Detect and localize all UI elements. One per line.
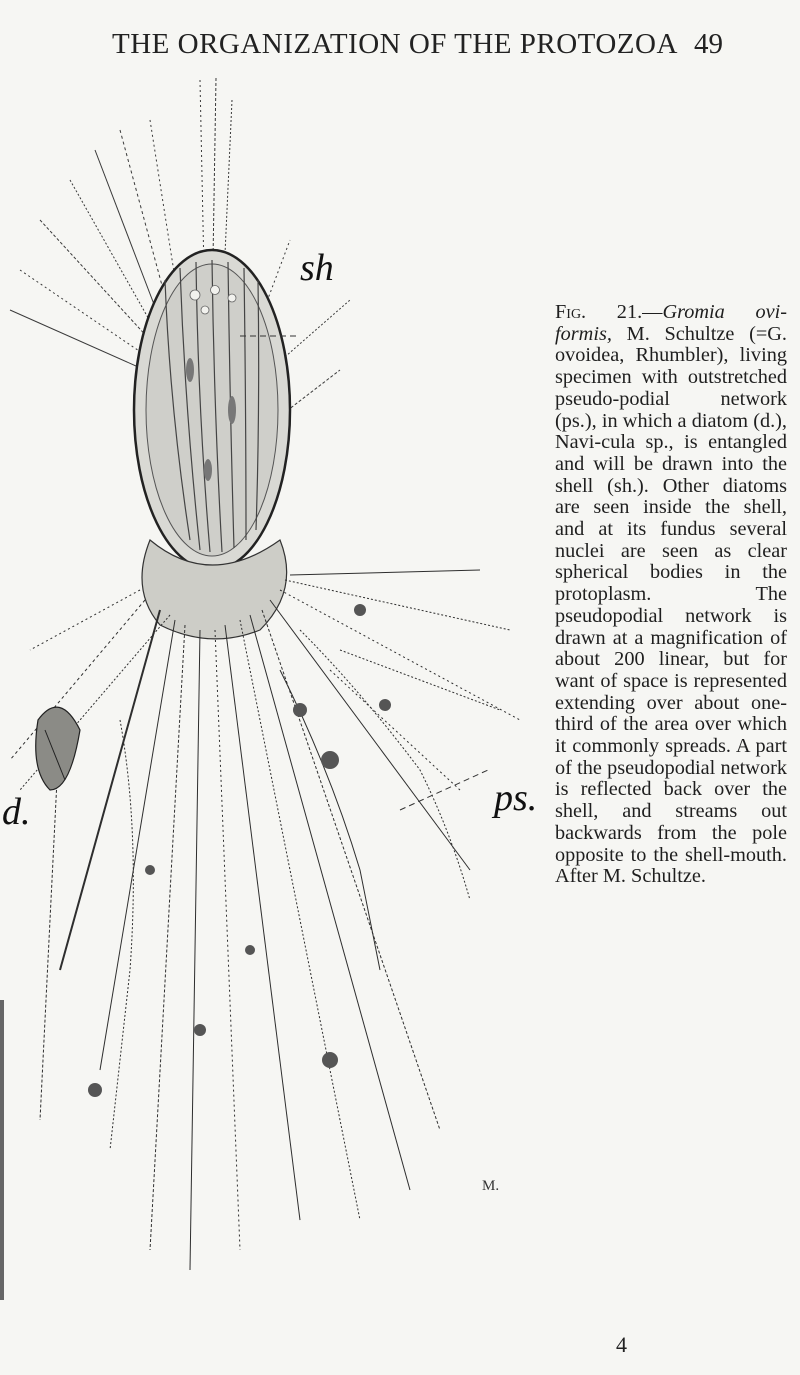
caption-fig-label: Fig. 21. (555, 301, 643, 323)
pseudopod-strand (290, 570, 480, 575)
pseudopod-strand (95, 150, 160, 320)
caption-species: Gromia ovi-formis, (555, 301, 787, 345)
figure-gromia-illustration (0, 70, 540, 1320)
leader-line-pseudopodia (400, 770, 488, 810)
pseudopod-strand (270, 600, 470, 870)
pseudopod-strand (10, 310, 145, 370)
pseudopod-strand (225, 625, 300, 1220)
caption-text: M. Schultze (=G. ovoidea, Rhumbler), living specimen with outstretched pseudo-podial network (ps.), in which a diatom (d.), Navi-cula sp., is entangled and will be drawn into the shell (sh.). Other diatoms are seen inside the shell, and at its fundus several nuclei are seen as clear spherical bodies in the protoplasm. The pseudopodial network is drawn at a magnification of about 200 linear, but for want of space is represented extending over about one-third of the area over which it commonly spreads. A part of the pseudopodial network is reflected back over the shell, and streams out backwards from the pole opposite to the shell-mouth. After M. Schultze. (555, 322, 787, 888)
page-number: 49 (694, 28, 723, 60)
pseudopod-strand (280, 590, 520, 720)
artist-signature: M. (482, 1178, 500, 1194)
diatom-navicula (36, 707, 80, 790)
running-title: THE ORGANIZATION OF THE PROTOZOA (112, 28, 678, 60)
running-head (0, 22, 800, 62)
pseudopod-strand (215, 630, 240, 1250)
pseudopod-strand (285, 580, 510, 630)
pseudopod-strand (60, 610, 160, 970)
pseudopod-strand (150, 625, 185, 1250)
pseudopod-strand (190, 630, 200, 1270)
pseudopod-strand (110, 720, 133, 1150)
caption-dash: — (642, 301, 663, 323)
pseudopod-strand (70, 180, 155, 330)
plate-number: 4 (616, 1332, 627, 1357)
pseudopod-strand (330, 670, 460, 790)
label-pseudopodia: ps. (494, 777, 538, 819)
gromia-drawing (0, 70, 540, 1320)
pseudopod-strand (30, 590, 140, 650)
pseudopod-strand (40, 220, 150, 340)
shell (134, 250, 290, 570)
figure-caption (555, 302, 787, 888)
label-shell: sh (300, 247, 334, 289)
pseudopod-strand (280, 670, 380, 970)
label-diatom: d. (2, 791, 31, 833)
page-edge-mark (0, 1000, 4, 1300)
